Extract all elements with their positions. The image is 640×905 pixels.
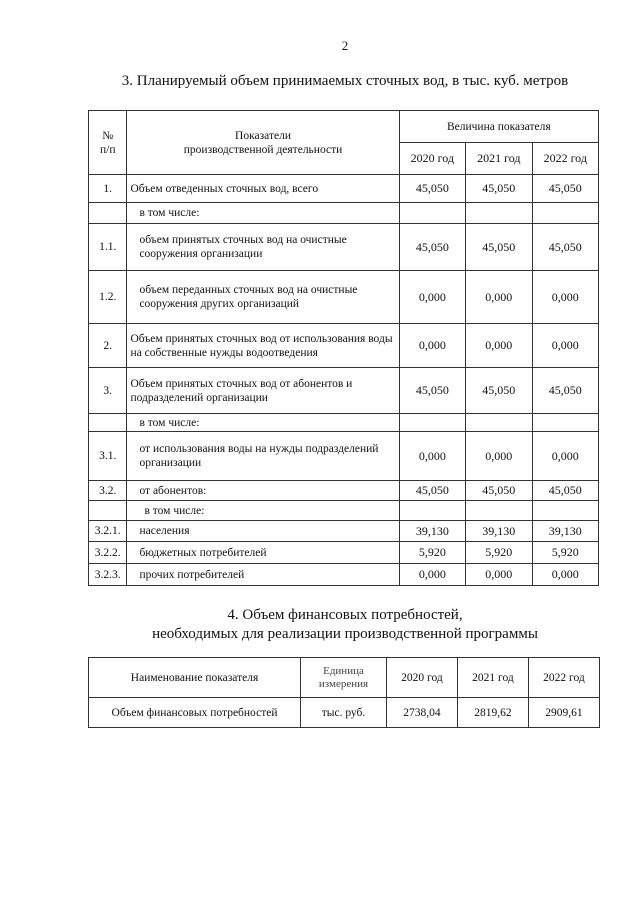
table-row	[89, 414, 599, 432]
row-value	[466, 203, 532, 224]
row-label: объем переданных сточных вод на очистные сооружения других организаций	[127, 271, 399, 324]
row-value: 45,050	[532, 368, 598, 414]
row-value: 0,000	[466, 271, 532, 324]
row-value: 0,000	[532, 324, 598, 368]
row-label: объем принятых сточных вод на очистные сооружения организации	[127, 224, 399, 271]
row-value: 2819,62	[457, 698, 528, 728]
row-value: 5,920	[532, 542, 598, 564]
row-num	[89, 501, 127, 521]
row-num: 3.2.2.	[89, 542, 127, 564]
row-num: 3.1.	[89, 432, 127, 481]
row-unit: тыс. руб.	[301, 698, 387, 728]
row-num: 3.2.1.	[89, 521, 127, 542]
header-unit	[301, 658, 387, 698]
row-value: 2738,04	[386, 698, 457, 728]
row-num: 1.2.	[89, 271, 127, 324]
section4-title-line2: необходимых для реализации производственной программы	[152, 626, 538, 642]
table-row	[89, 368, 599, 414]
section4-title-line1: 4. Объем финансовых потребностей,	[227, 607, 463, 623]
financial-table	[88, 657, 600, 728]
header-year-2020: 2020 год	[399, 143, 465, 175]
row-value: 0,000	[532, 432, 598, 481]
section3-title: 3. Планируемый объем принимаемых сточных вод, в тыс. куб. метров	[121, 73, 569, 89]
row-value: 0,000	[466, 432, 532, 481]
row-value: 45,050	[532, 224, 598, 271]
row-value	[466, 501, 532, 521]
table-row	[89, 521, 599, 542]
row-num: 1.1.	[89, 224, 127, 271]
row-label: бюджетных потребителей	[127, 542, 399, 564]
table-row	[89, 698, 600, 728]
header-year-2020: 2020 год	[386, 658, 457, 698]
table-row	[89, 542, 599, 564]
row-value: 5,920	[399, 542, 465, 564]
row-value: 45,050	[532, 481, 598, 501]
row-label: от использования воды на нужды подразделений организации	[127, 432, 399, 481]
table-row	[89, 501, 599, 521]
section4-title	[0, 606, 640, 644]
row-label: Объем принятых сточных вод от абонентов и подразделений организации	[127, 368, 399, 414]
row-value: 45,050	[399, 224, 465, 271]
row-label: в том числе:	[127, 203, 399, 224]
row-label: Объем отведенных сточных вод, всего	[127, 175, 399, 203]
row-num	[89, 203, 127, 224]
table-row	[89, 203, 599, 224]
table-row	[89, 324, 599, 368]
row-num	[89, 414, 127, 432]
row-value: 45,050	[466, 368, 532, 414]
row-value: 5,920	[466, 542, 532, 564]
row-value: 39,130	[466, 521, 532, 542]
header-year-2021: 2021 год	[466, 143, 532, 175]
row-value	[532, 203, 598, 224]
row-value	[399, 501, 465, 521]
row-value: 0,000	[532, 271, 598, 324]
table-row	[89, 432, 599, 481]
row-value: 0,000	[399, 271, 465, 324]
row-num: 3.2.	[89, 481, 127, 501]
row-value: 2909,61	[528, 698, 599, 728]
row-value: 0,000	[399, 432, 465, 481]
row-value	[399, 203, 465, 224]
row-num: 1.	[89, 175, 127, 203]
row-value: 45,050	[532, 175, 598, 203]
row-value: 39,130	[399, 521, 465, 542]
row-num: 3.	[89, 368, 127, 414]
row-value	[532, 501, 598, 521]
row-value: 45,050	[399, 368, 465, 414]
table-row	[89, 564, 599, 586]
row-value: 0,000	[466, 564, 532, 586]
row-value: 0,000	[399, 324, 465, 368]
table-row	[89, 224, 599, 271]
row-value: 45,050	[466, 481, 532, 501]
header-name: Наименование показателя	[89, 658, 301, 698]
table-row	[89, 271, 599, 324]
page-number: 2	[341, 38, 349, 53]
header-num: № п/п	[89, 111, 127, 175]
header-year-2022: 2022 год	[532, 143, 598, 175]
row-label: населения	[127, 521, 399, 542]
row-value	[532, 414, 598, 432]
header-year-2022: 2022 год	[528, 658, 599, 698]
row-value: 45,050	[466, 224, 532, 271]
row-label: прочих потребителей	[127, 564, 399, 586]
row-num: 2.	[89, 324, 127, 368]
header-unit-line2: измерения	[318, 677, 369, 690]
table-row	[89, 481, 599, 501]
row-value: 45,050	[399, 481, 465, 501]
row-value: 0,000	[532, 564, 598, 586]
table-row	[89, 175, 599, 203]
header-unit-line1: Единица	[323, 664, 364, 677]
row-name: Объем финансовых потребностей	[89, 698, 301, 728]
header-value-group: Величина показателя	[399, 111, 598, 143]
row-value	[466, 414, 532, 432]
row-label: от абонентов:	[127, 481, 399, 501]
row-value: 45,050	[399, 175, 465, 203]
row-label: в том числе:	[127, 414, 399, 432]
row-value	[399, 414, 465, 432]
row-label: в том числе:	[127, 501, 399, 521]
row-num: 3.2.3.	[89, 564, 127, 586]
wastewater-table	[88, 110, 599, 586]
header-year-2021: 2021 год	[457, 658, 528, 698]
row-value: 0,000	[466, 324, 532, 368]
row-label: Объем принятых сточных вод от использования воды на собственные нужды водоотведения	[127, 324, 399, 368]
row-value: 45,050	[466, 175, 532, 203]
header-indicators: Показатели производственной деятельности	[127, 111, 399, 175]
row-value: 39,130	[532, 521, 598, 542]
row-value: 0,000	[399, 564, 465, 586]
